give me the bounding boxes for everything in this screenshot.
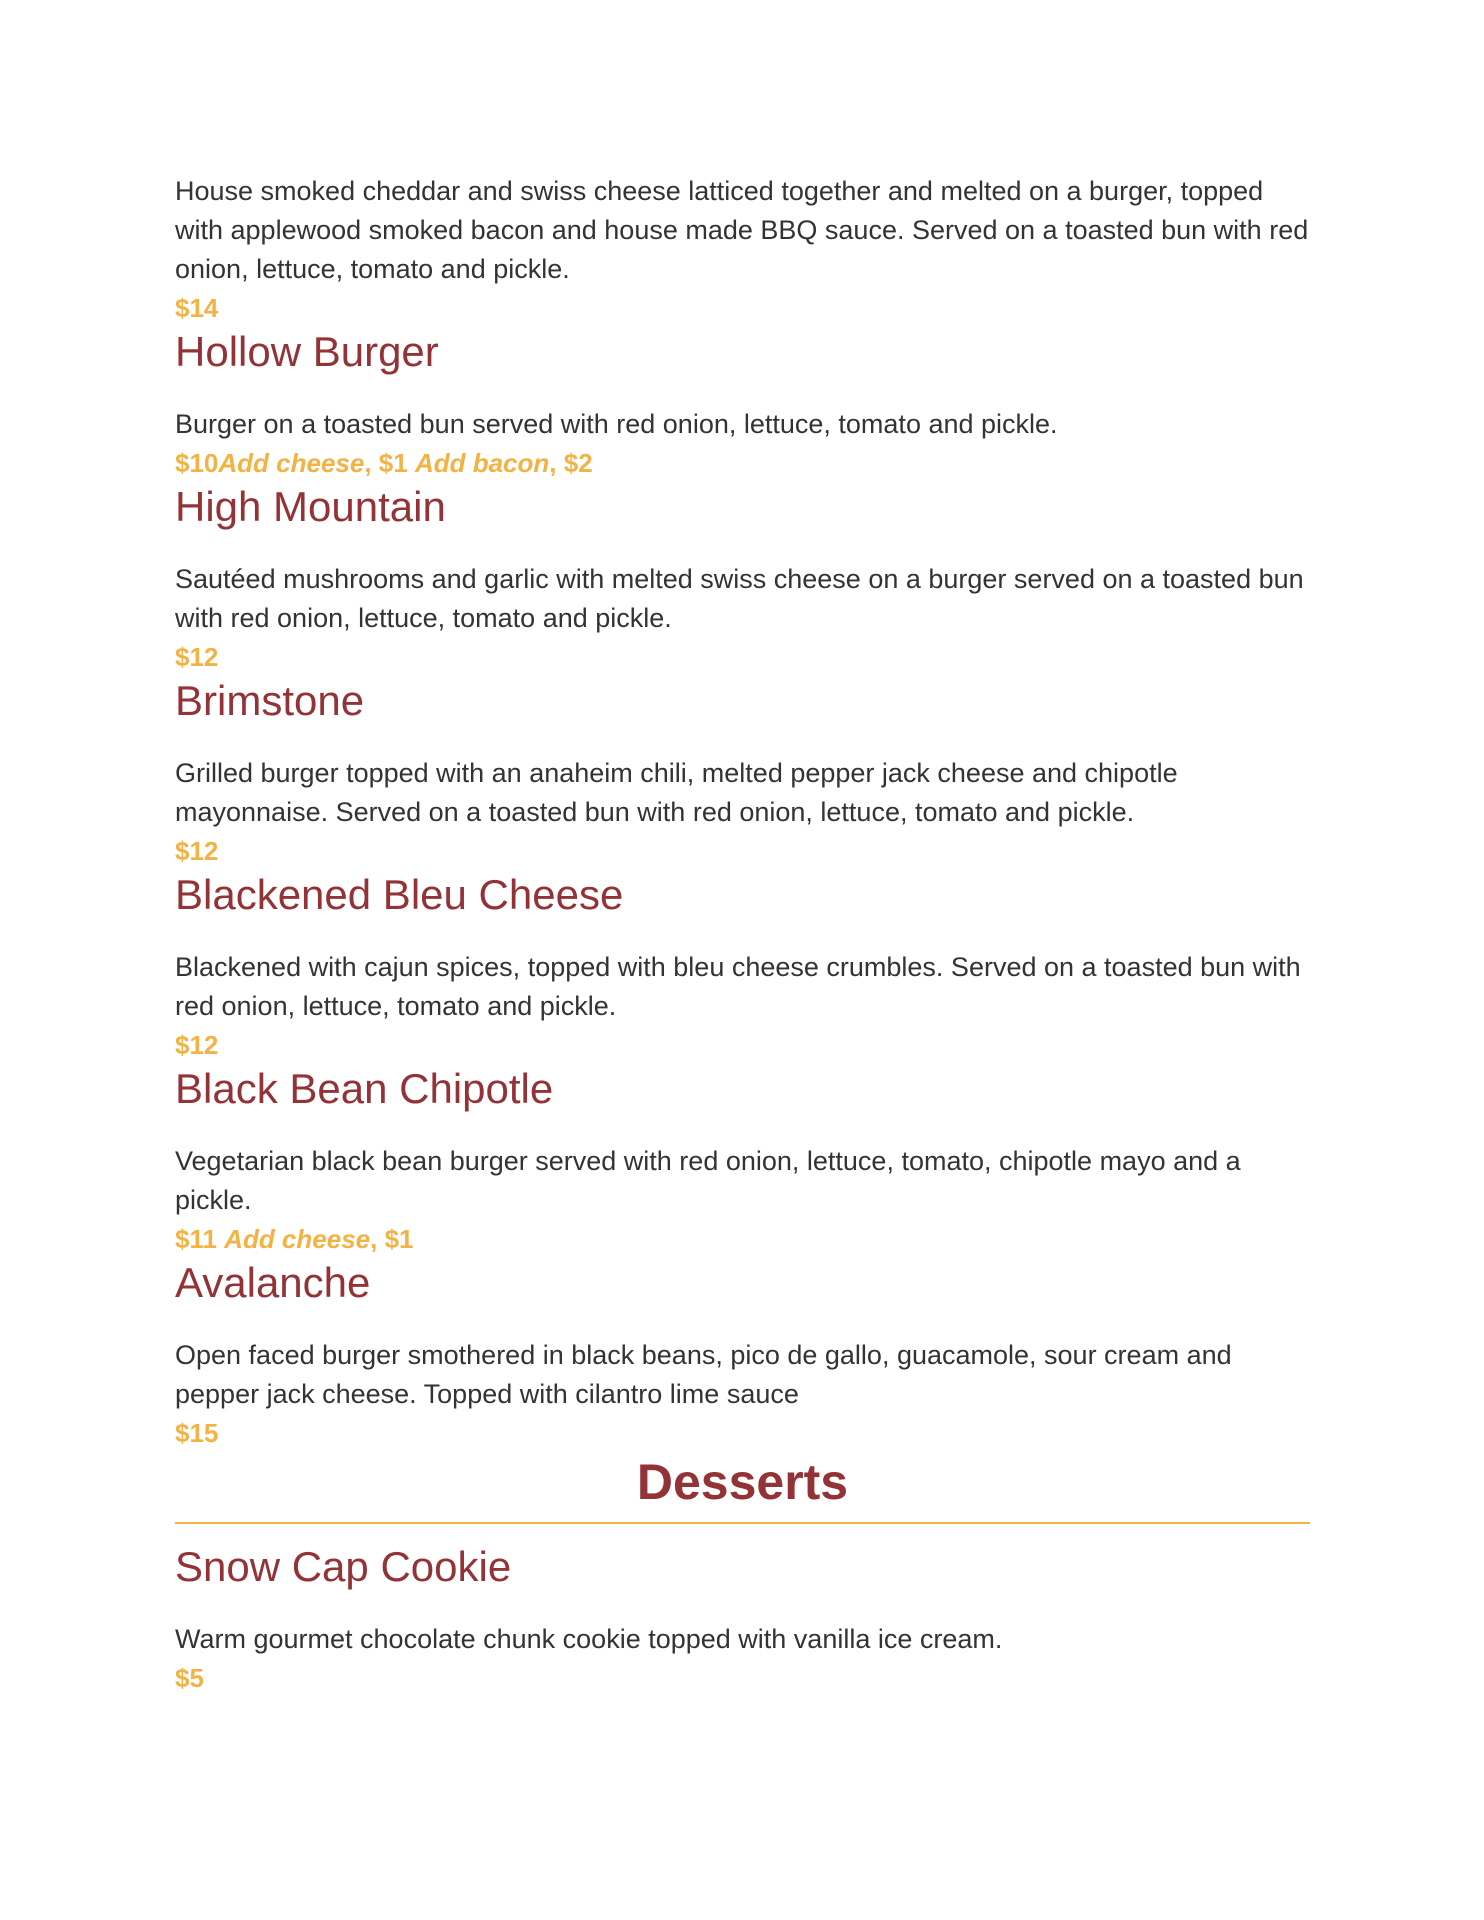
addon-price: , $2 (549, 448, 593, 478)
item-price: $12 (175, 1030, 219, 1060)
addon-label: Add cheese (218, 448, 365, 478)
addon-price: , $1 (370, 1224, 414, 1254)
addon-label: Add bacon (414, 448, 550, 478)
addon-label: Add cheese (224, 1224, 371, 1254)
section-divider (175, 1522, 1310, 1524)
item-price: $15 (175, 1418, 219, 1448)
item-price: $14 (175, 293, 219, 323)
item-price: $12 (175, 836, 219, 866)
menu-item-black-bean-chipotle (175, 1064, 1310, 1258)
item-title: Avalanche (175, 1259, 371, 1306)
section-heading: Desserts (636, 1454, 849, 1510)
item-price: $11 (175, 1224, 225, 1254)
desserts-section (175, 1452, 1310, 1697)
item-description: Sautéed mushrooms and garlic with melted swiss cheese on a burger served on a toasted bun with red onion, lettuce, tomato and pickle. (175, 564, 1304, 633)
addon-price: , $1 (364, 448, 415, 478)
item-title: Brimstone (175, 677, 365, 724)
item-description: Burger on a toasted bun served with red onion, lettuce, tomato and pickle. (175, 409, 1058, 439)
item-price: $12 (175, 642, 219, 672)
item-price: $5 (175, 1663, 204, 1693)
item-title: Blackened Bleu Cheese (175, 871, 624, 918)
item-title: Hollow Burger (175, 328, 439, 375)
item-description: House smoked cheddar and swiss cheese latticed together and melted on a burger, topped with applewood smoked bacon and house made BBQ sauce. Served on a toasted bun with red onion, lettuce, tomato and pickle. (175, 176, 1309, 284)
menu-item-avalanche (175, 1258, 1310, 1452)
item-description: Grilled burger topped with an anaheim chili, melted pepper jack cheese and chipotle mayonnaise. Served on a toasted bun with red onion, lettuce, tomato and pickle. (175, 758, 1178, 827)
menu-item-hollow-burger (175, 327, 1310, 482)
item-description: Warm gourmet chocolate chunk cookie topped with vanilla ice cream. (175, 1624, 1003, 1654)
item-title: Black Bean Chipotle (175, 1065, 554, 1112)
item-title: High Mountain (175, 483, 446, 530)
menu-item-brimstone (175, 676, 1310, 870)
item-title: Snow Cap Cookie (175, 1543, 512, 1590)
menu-item-high-mountain (175, 482, 1310, 676)
item-price: $10 (175, 448, 219, 478)
item-description: Open faced burger smothered in black beans, pico de gallo, guacamole, sour cream and pepper jack cheese. Topped with cilantro lime sauce (175, 1340, 1232, 1409)
item-price-line (175, 1220, 1310, 1258)
item-price-line (175, 444, 1310, 482)
item-description: Vegetarian black bean burger served with red onion, lettuce, tomato, chipotle mayo and a pickle. (175, 1146, 1241, 1215)
item-description: Blackened with cajun spices, topped with bleu cheese crumbles. Served on a toasted bun with red onion, lettuce, tomato and pickle. (175, 952, 1301, 1021)
menu-item-blackened-bleu-cheese (175, 870, 1310, 1064)
menu-item-snow-cap-cookie (175, 1542, 1310, 1697)
menu-page (175, 172, 1310, 1697)
menu-item-intro (175, 172, 1310, 327)
